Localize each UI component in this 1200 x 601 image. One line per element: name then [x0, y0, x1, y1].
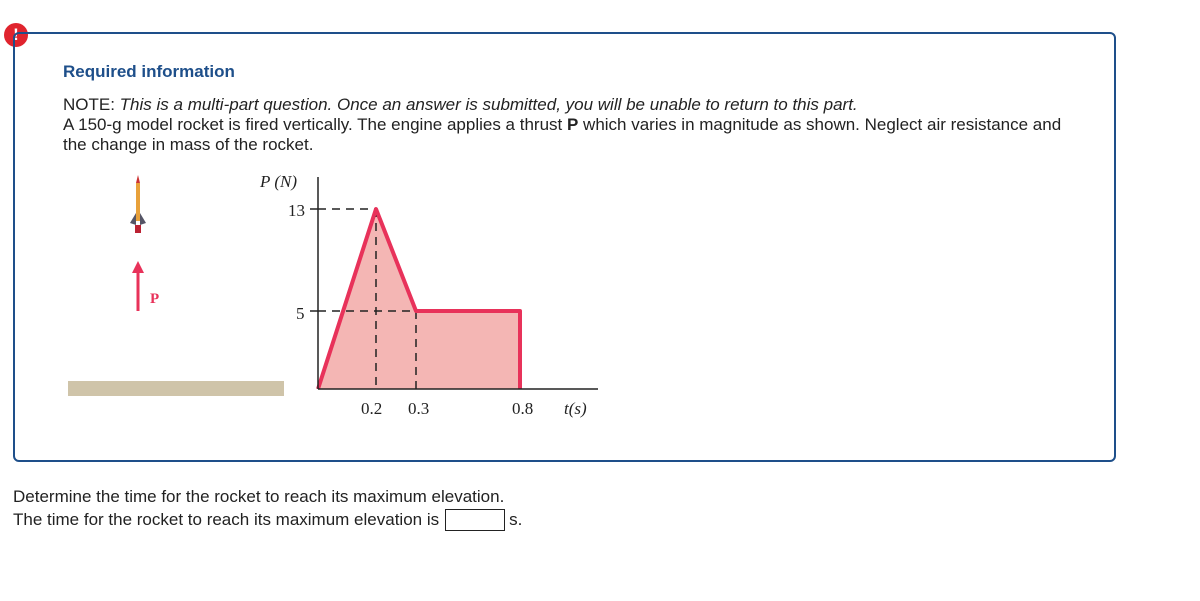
answer-input[interactable] [445, 509, 505, 531]
answer-label: The time for the rocket to reach its maximum elevation is [13, 510, 440, 529]
y-tick-label-13: 13 [288, 201, 305, 220]
rocket-icon [130, 175, 146, 233]
x-tick-label-0.2: 0.2 [361, 399, 383, 418]
panel-title: Required information [63, 62, 235, 81]
x-tick-label-0.3: 0.3 [408, 399, 430, 418]
y-axis-label: P (N) [260, 172, 297, 191]
x-tick-label-0.8: 0.8 [512, 399, 534, 418]
question-prompt: Determine the time for the rocket to reach its maximum elevation. [13, 487, 505, 506]
answer-row [13, 509, 522, 531]
problem-text: A 150-g model rocket is fired vertically. The engine applies a thrust P which varies in magnitude as shown. Neglect air resistance and the change in mass of the rocket. [63, 115, 1062, 154]
thrust-figure [60, 163, 620, 438]
note-line: NOTE: This is a multi-part question. Once an answer is submitted, you will be unable to return to this part. [63, 95, 858, 114]
rocket-force-label: P [150, 291, 160, 307]
x-axis-label: t(s) [564, 399, 587, 418]
problem-statement [63, 95, 1063, 155]
answer-unit: s. [509, 510, 523, 529]
ground-bar [68, 381, 284, 396]
y-tick-label-5: 5 [296, 304, 305, 323]
thrust-chart [259, 172, 598, 418]
alert-icon: ! [4, 23, 28, 47]
thrust-arrow-icon [132, 261, 144, 311]
thrust-diagram [60, 163, 620, 433]
